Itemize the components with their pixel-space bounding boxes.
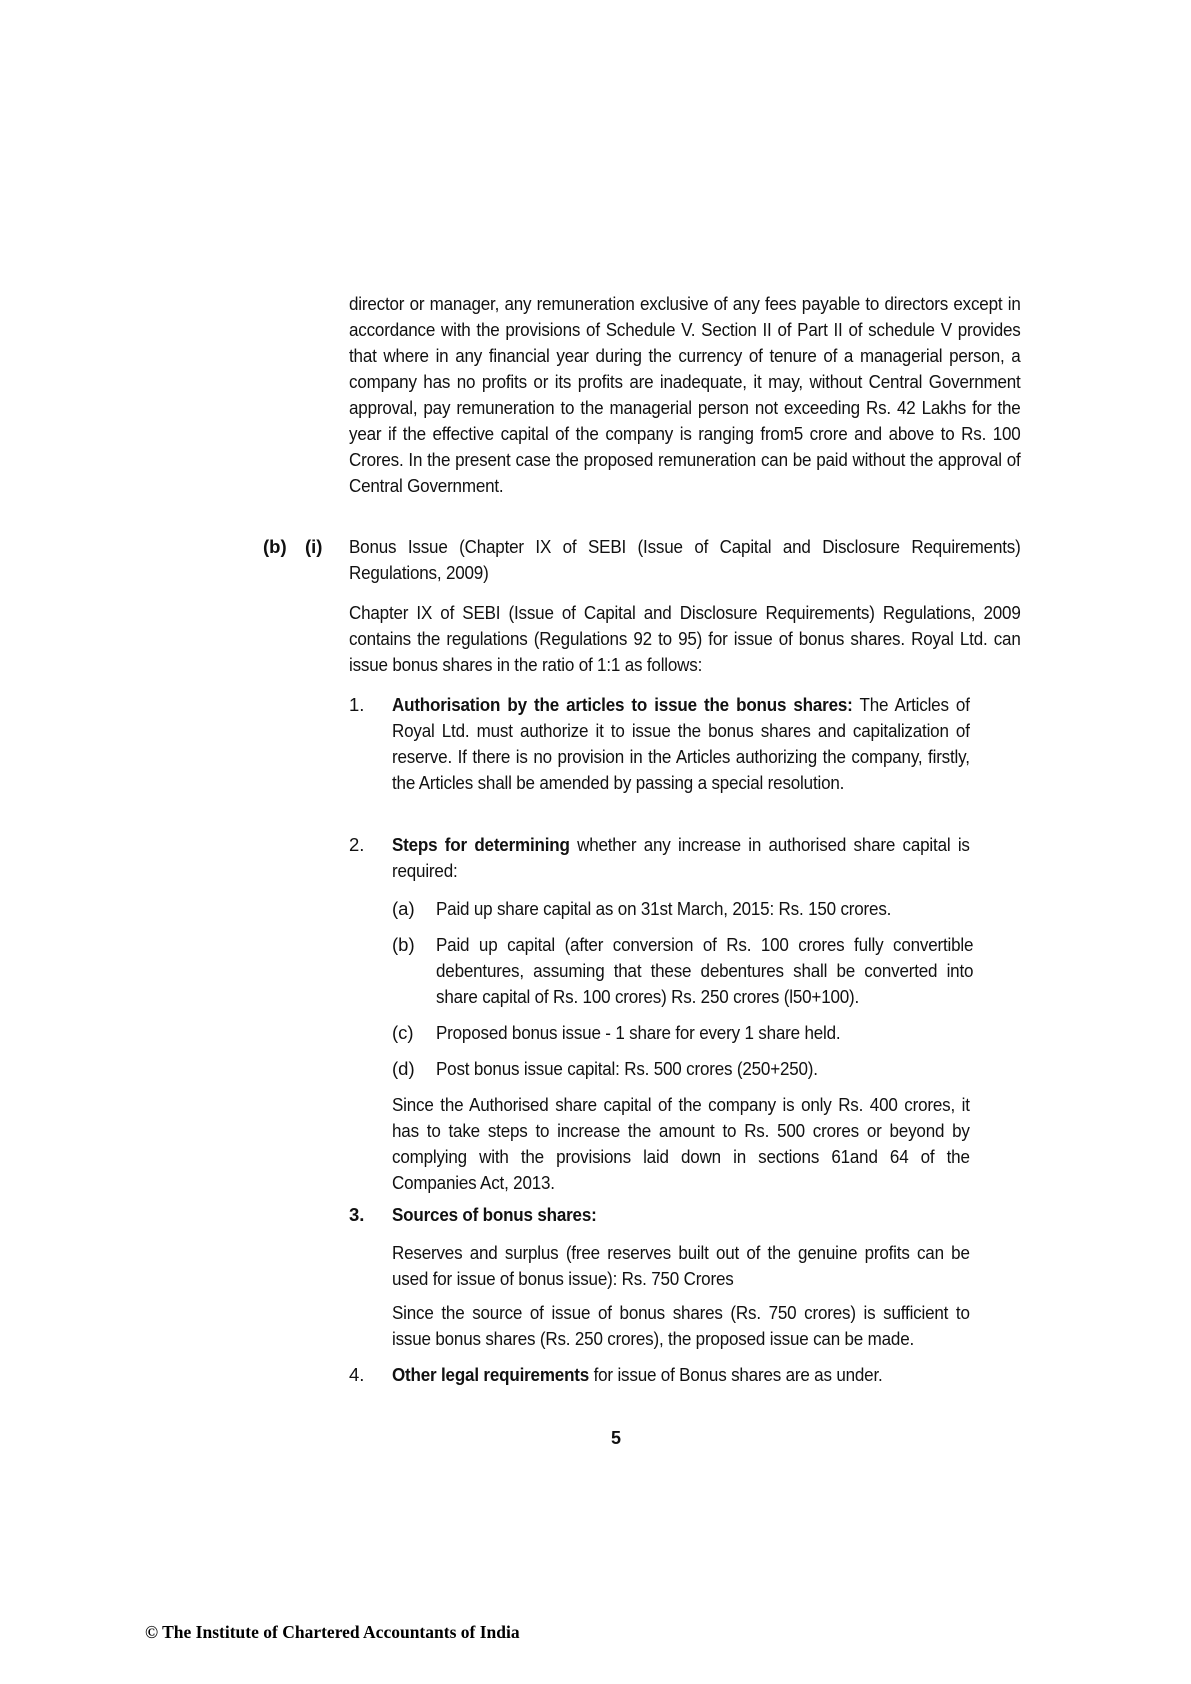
section-marker-b: (b) bbox=[263, 536, 287, 557]
section-paragraph: Chapter IX of SEBI (Issue of Capital and Disclosure Requirements) Regulations, 2009 contains the regulations (Regulations 92 to 95) for issue of bonus shares. Royal Ltd. can issue bonus shares in the ratio of 1:1 as follows: bbox=[349, 602, 1021, 675]
footer-copyright: © The Institute of Chartered Accountants of India bbox=[145, 1622, 520, 1642]
page-number: 5 bbox=[610, 1428, 621, 1448]
subsection-marker-i: (i) bbox=[305, 536, 323, 557]
item-4-text bbox=[392, 1362, 970, 1388]
sub-item-label: (d) bbox=[392, 1058, 415, 1079]
item-3-heading: Sources of bonus shares: bbox=[392, 1204, 597, 1225]
item-1-bold: Authorisation by the articles to issue the bonus shares: bbox=[392, 694, 853, 715]
item-2-body: whether any increase in authorised share capital is required: bbox=[392, 834, 970, 881]
sub-item-text: Paid up capital (after conversion of Rs. 100 crores fully convertible debentures, assuming that these debentures shall be converted into share capital of Rs. 100 crores) Rs. 250 crores (l50+100). bbox=[436, 934, 974, 1007]
item-number: 1. bbox=[349, 694, 365, 715]
item-3-paragraph-1: Reserves and surplus (free reserves built out of the genuine profits can be used for issue of bonus issue): Rs. 750 Crores bbox=[392, 1242, 970, 1289]
sub-item-text: Proposed bonus issue - 1 share for every 1 share held. bbox=[436, 1022, 841, 1043]
item-4-bold: Other legal requirements bbox=[392, 1364, 590, 1385]
sub-item-label: (a) bbox=[392, 898, 415, 919]
intro-paragraph: director or manager, any remuneration exclusive of any fees payable to directors except in accordance with the provisions of Schedule V. Section II of Part II of schedule V provides that where in any financial year during the currency of tenure of a managerial person, a company has no profits or its profits are inadequate, it may, without Central Government approval, pay remuneration to the managerial person not exceeding Rs. 42 Lakhs for the year if the effective capital of the company is ranging from5 crore and above to Rs. 100 Crores. In the present case the proposed remuneration can be paid without the approval of Central Government. bbox=[349, 293, 1021, 496]
item-2-conclusion: Since the Authorised share capital of the company is only Rs. 400 crores, it has to take steps to increase the amount to Rs. 500 crores or beyond by complying with the provisions laid down in sections 61and 64 of the Companies Act, 2013. bbox=[392, 1094, 970, 1193]
sub-item-text: Paid up share capital as on 31st March, 2015: Rs. 150 crores. bbox=[436, 898, 892, 919]
item-number: 4. bbox=[349, 1364, 365, 1385]
item-number: 2. bbox=[349, 834, 365, 855]
item-4-body: for issue of Bonus shares are as under. bbox=[589, 1364, 883, 1385]
item-3-paragraph-2: Since the source of issue of bonus shares (Rs. 750 crores) is sufficient to issue bonus shares (Rs. 250 crores), the proposed issue can be made. bbox=[392, 1302, 970, 1349]
sub-item-label: (c) bbox=[392, 1022, 414, 1043]
sub-item-label: (b) bbox=[392, 934, 415, 955]
item-2-bold: Steps for determining bbox=[392, 834, 570, 855]
item-1-body: The Articles of Royal Ltd. must authorize it to issue the bonus shares and capitalization of reserve. If there is no provision in the Articles authorizing the company, firstly, the Articles shall be amended by passing a special resolution. bbox=[392, 694, 970, 793]
item-1-text bbox=[392, 692, 970, 796]
sub-item-text: Post bonus issue capital: Rs. 500 crores (250+250). bbox=[436, 1058, 818, 1079]
section-heading: Bonus Issue (Chapter IX of SEBI (Issue of Capital and Disclosure Requirements) Regulations, 2009) bbox=[349, 536, 1021, 583]
item-number: 3. bbox=[349, 1204, 365, 1225]
item-2-text bbox=[392, 832, 970, 884]
